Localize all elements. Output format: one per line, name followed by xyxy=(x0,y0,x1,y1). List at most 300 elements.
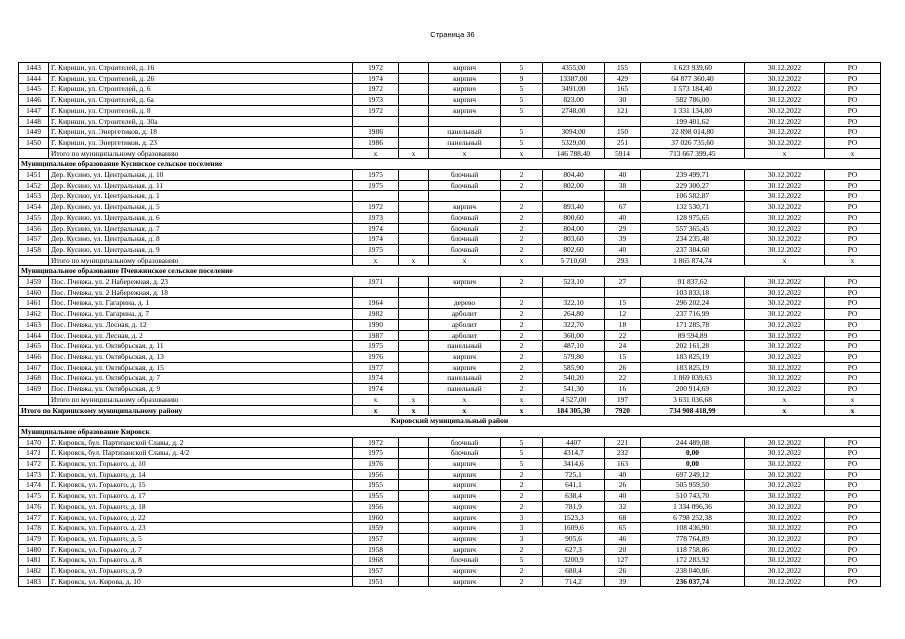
subtotal-row xyxy=(19,148,881,159)
wall-material-cell: кирпич xyxy=(429,105,501,116)
table-row xyxy=(19,309,881,320)
row-number-cell: 1472 xyxy=(19,459,49,470)
floors-cell: 5 xyxy=(501,63,543,74)
fund-type-cell: РО xyxy=(825,523,881,534)
total-area-cell: 4314,7 xyxy=(543,448,605,459)
floors-cell: 2 xyxy=(501,351,543,362)
wall-material-cell: кирпич xyxy=(429,469,501,480)
total-area-cell: 725,1 xyxy=(543,469,605,480)
floors-cell: 5 xyxy=(501,459,543,470)
year-col-2-cell xyxy=(399,437,429,448)
table-row xyxy=(19,523,881,534)
floors-cell: 2 xyxy=(501,501,543,512)
fund-type-cell: РО xyxy=(825,73,881,84)
wall-material-cell: кирпич xyxy=(429,501,501,512)
cost-cell: 0,00 xyxy=(641,448,745,459)
total-area-cell: 184 305,30 xyxy=(543,405,605,416)
deadline-cell: 30.12.2022 xyxy=(745,555,825,566)
residents-cell: 38 xyxy=(605,180,641,191)
cost-cell: 238 040,86 xyxy=(641,566,745,577)
total-area-cell: 13387,00 xyxy=(543,73,605,84)
deadline-cell: 30.12.2022 xyxy=(745,244,825,255)
deadline-cell: 30.12.2022 xyxy=(745,63,825,74)
floors-cell: 5 xyxy=(501,437,543,448)
cost-cell: 103 833,18 xyxy=(641,287,745,298)
cost-cell: 505 959,50 xyxy=(641,480,745,491)
fund-type-cell: РО xyxy=(825,127,881,138)
floors-cell: 2 xyxy=(501,480,543,491)
fund-type-cell: РО xyxy=(825,212,881,223)
floors-cell: 2 xyxy=(501,180,543,191)
address-cell: Г. Кириши, ул. Строителей, д. 26 xyxy=(49,73,353,84)
year-col-2-cell xyxy=(399,137,429,148)
wall-material-cell: кирпич xyxy=(429,95,501,106)
deadline-cell: 30.12.2022 xyxy=(745,362,825,373)
fund-type-cell: РО xyxy=(825,287,881,298)
total-area-cell: 264,80 xyxy=(543,309,605,320)
total-area-cell: 322,70 xyxy=(543,319,605,330)
fund-type-cell: РО xyxy=(825,566,881,577)
wall-material-cell: панельный xyxy=(429,341,501,352)
year-built-cell: 1977 xyxy=(353,362,399,373)
row-number-cell: 1449 xyxy=(19,127,49,138)
wall-material-cell: кирпич xyxy=(429,351,501,362)
fund-type-cell: РО xyxy=(825,234,881,245)
address-cell: Дер. Кусино, ул. Центральная, д. 6 xyxy=(49,212,353,223)
total-area-cell: 1609,6 xyxy=(543,523,605,534)
year-col-2-cell xyxy=(399,373,429,384)
table-row xyxy=(19,180,881,191)
total-area-cell: 146 788,40 xyxy=(543,148,605,159)
year-built-cell: 1960 xyxy=(353,512,399,523)
total-area-cell xyxy=(543,287,605,298)
floors-cell: х xyxy=(501,148,543,159)
total-area-cell: 781,9 xyxy=(543,501,605,512)
total-area-cell: 322,10 xyxy=(543,298,605,309)
wall-material-cell: кирпич xyxy=(429,84,501,95)
total-area-cell xyxy=(543,191,605,202)
wall-material-cell: блочный xyxy=(429,170,501,181)
year-col-2-cell xyxy=(399,319,429,330)
residents-cell: 29 xyxy=(605,223,641,234)
year-built-cell: 1986 xyxy=(353,137,399,148)
floors-cell: 5 xyxy=(501,127,543,138)
table-row xyxy=(19,287,881,298)
table-row xyxy=(19,491,881,502)
table-row xyxy=(19,223,881,234)
deadline-cell: 30.12.2022 xyxy=(745,223,825,234)
year-col-2-cell xyxy=(399,234,429,245)
residents-cell: 40 xyxy=(605,469,641,480)
year-col-2-cell xyxy=(399,244,429,255)
address-cell: Г. Кировск, ул. Горького, д. 9 xyxy=(49,566,353,577)
deadline-cell: 30.12.2022 xyxy=(745,309,825,320)
cost-cell: 239 499,71 xyxy=(641,170,745,181)
table-row xyxy=(19,362,881,373)
fund-type-cell: РО xyxy=(825,362,881,373)
row-number-cell: 1477 xyxy=(19,512,49,523)
total-area-cell: 3414,6 xyxy=(543,459,605,470)
floors-cell: 2 xyxy=(501,362,543,373)
fund-type-cell: РО xyxy=(825,202,881,213)
residents-cell: 22 xyxy=(605,373,641,384)
table-row xyxy=(19,480,881,491)
floors-cell: 3 xyxy=(501,533,543,544)
wall-material-cell: арболит xyxy=(429,309,501,320)
year-col-2-cell xyxy=(399,95,429,106)
floors-cell: 2 xyxy=(501,212,543,223)
floors-cell: 5 xyxy=(501,105,543,116)
wall-material-cell: арболит xyxy=(429,319,501,330)
total-area-cell: 627,3 xyxy=(543,544,605,555)
row-number-cell: 1446 xyxy=(19,95,49,106)
cost-cell: 172 283,92 xyxy=(641,555,745,566)
residents-cell: 293 xyxy=(605,255,641,266)
floors-cell: 2 xyxy=(501,202,543,213)
year-col-2-cell xyxy=(399,73,429,84)
wall-material-cell: блочный xyxy=(429,555,501,566)
address-cell: Г. Кириши, ул. Строителей, д. 16 xyxy=(49,63,353,74)
address-cell: Г. Кировск, ул. Горького, д. 5 xyxy=(49,533,353,544)
fund-type-cell: РО xyxy=(825,180,881,191)
cost-cell: 106 582,87 xyxy=(641,191,745,202)
year-built-cell: 1976 xyxy=(353,351,399,362)
year-col-2-cell xyxy=(399,287,429,298)
table-row xyxy=(19,384,881,395)
residents-cell xyxy=(605,287,641,298)
district-title: Кировский муниципальный район xyxy=(19,416,881,427)
deadline-cell: 30.12.2022 xyxy=(745,491,825,502)
deadline-cell: 30.12.2022 xyxy=(745,533,825,544)
year-built-cell: 1968 xyxy=(353,555,399,566)
wall-material-cell: блочный xyxy=(429,234,501,245)
residents-cell: 18 xyxy=(605,319,641,330)
year-built-cell: 1956 xyxy=(353,501,399,512)
deadline-cell: 30.12.2022 xyxy=(745,105,825,116)
cost-cell: 1 331 134,80 xyxy=(641,105,745,116)
fund-type-cell: РО xyxy=(825,373,881,384)
deadline-cell: 30.12.2022 xyxy=(745,459,825,470)
residents-cell: 232 xyxy=(605,448,641,459)
total-area-cell: 680,4 xyxy=(543,566,605,577)
total-area-cell: 804,40 xyxy=(543,170,605,181)
year-built-cell: х xyxy=(353,394,399,405)
total-area-cell: 5 710,60 xyxy=(543,255,605,266)
table-row xyxy=(19,501,881,512)
cost-cell: 118 758,86 xyxy=(641,544,745,555)
table-row xyxy=(19,341,881,352)
year-built-cell xyxy=(353,191,399,202)
fund-type-cell: РО xyxy=(825,84,881,95)
year-col-2-cell xyxy=(399,170,429,181)
year-col-2-cell xyxy=(399,384,429,395)
wall-material-cell: блочный xyxy=(429,180,501,191)
address-cell: Г. Кировск, ул. Горького, д. 8 xyxy=(49,555,353,566)
row-number-cell: 1443 xyxy=(19,63,49,74)
year-built-cell: 1982 xyxy=(353,309,399,320)
address-cell: Г. Кириши, ул. Энергетиков, д. 23 xyxy=(49,137,353,148)
floors-cell: 2 xyxy=(501,223,543,234)
residents-cell: 65 xyxy=(605,523,641,534)
fund-type-cell: х xyxy=(825,405,881,416)
row-number-cell: 1448 xyxy=(19,116,49,127)
cost-cell: 1 869 839,63 xyxy=(641,373,745,384)
residents-cell: 40 xyxy=(605,491,641,502)
fund-type-cell: РО xyxy=(825,576,881,587)
cost-cell: 557 365,45 xyxy=(641,223,745,234)
floors-cell: 5 xyxy=(501,137,543,148)
row-number-cell: 1482 xyxy=(19,566,49,577)
address-cell: Пос. Пчевжа, ул. Лесная, д. 2 xyxy=(49,330,353,341)
section-header-row xyxy=(19,266,881,277)
deadline-cell: 30.12.2022 xyxy=(745,544,825,555)
row-number-cell: 1467 xyxy=(19,362,49,373)
year-col-2-cell xyxy=(399,330,429,341)
cost-cell: 236 037,74 xyxy=(641,576,745,587)
year-col-2-cell: х xyxy=(399,394,429,405)
year-built-cell: 1974 xyxy=(353,73,399,84)
row-number-cell: 1452 xyxy=(19,180,49,191)
year-col-2-cell xyxy=(399,555,429,566)
row-number-cell: 1455 xyxy=(19,212,49,223)
year-built-cell: 1955 xyxy=(353,491,399,502)
total-area-cell: 804,00 xyxy=(543,223,605,234)
wall-material-cell: панельный xyxy=(429,127,501,138)
section-header-row xyxy=(19,426,881,437)
cost-cell: 108 436,90 xyxy=(641,523,745,534)
cost-cell: 713 667 399,45 xyxy=(641,148,745,159)
total-area-cell: 3200,9 xyxy=(543,555,605,566)
table-row xyxy=(19,373,881,384)
total-area-cell xyxy=(543,116,605,127)
cost-cell: 91 837,62 xyxy=(641,277,745,288)
year-built-cell: 1974 xyxy=(353,234,399,245)
year-col-2-cell xyxy=(399,576,429,587)
residents-cell: 155 xyxy=(605,63,641,74)
residents-cell: 26 xyxy=(605,566,641,577)
cost-cell: 171 285,78 xyxy=(641,319,745,330)
deadline-cell: х xyxy=(745,405,825,416)
year-col-2-cell: х xyxy=(399,405,429,416)
floors-cell: 2 xyxy=(501,309,543,320)
residents-cell: 40 xyxy=(605,244,641,255)
floors-cell: 2 xyxy=(501,544,543,555)
row-number-cell: 1474 xyxy=(19,480,49,491)
cost-cell: 128 975,65 xyxy=(641,212,745,223)
row-number-cell: 1468 xyxy=(19,373,49,384)
floors-cell: 2 xyxy=(501,319,543,330)
fund-type-cell: РО xyxy=(825,95,881,106)
year-col-2-cell xyxy=(399,105,429,116)
total-area-cell: 803,60 xyxy=(543,234,605,245)
table-row xyxy=(19,127,881,138)
fund-type-cell: РО xyxy=(825,351,881,362)
deadline-cell: 30.12.2022 xyxy=(745,566,825,577)
floors-cell: 2 xyxy=(501,170,543,181)
row-number-cell: 1480 xyxy=(19,544,49,555)
wall-material-cell: кирпич xyxy=(429,491,501,502)
floors-cell: 2 xyxy=(501,491,543,502)
deadline-cell: х xyxy=(745,148,825,159)
address-cell: Пос. Пчевжа, ул. Октябрьская, д. 9 xyxy=(49,384,353,395)
wall-material-cell: панельный xyxy=(429,384,501,395)
address-cell: Г. Кириши, ул. Строителей, д. 6 xyxy=(49,84,353,95)
wall-material-cell: блочный xyxy=(429,244,501,255)
cost-cell: 237 716,99 xyxy=(641,309,745,320)
floors-cell: х xyxy=(501,394,543,405)
fund-type-cell: х xyxy=(825,255,881,266)
total-area-cell: 800,60 xyxy=(543,212,605,223)
year-built-cell: 1958 xyxy=(353,544,399,555)
year-col-2-cell xyxy=(399,480,429,491)
wall-material-cell: панельный xyxy=(429,137,501,148)
table-row xyxy=(19,469,881,480)
year-built-cell: 1975 xyxy=(353,180,399,191)
year-col-2-cell xyxy=(399,544,429,555)
row-number-cell: 1469 xyxy=(19,384,49,395)
wall-material-cell: панельный xyxy=(429,373,501,384)
year-col-2-cell xyxy=(399,212,429,223)
wall-material-cell xyxy=(429,191,501,202)
residents-cell: 39 xyxy=(605,576,641,587)
deadline-cell: 30.12.2022 xyxy=(745,127,825,138)
deadline-cell: 30.12.2022 xyxy=(745,384,825,395)
residents-cell: 150 xyxy=(605,127,641,138)
deadline-cell: 30.12.2022 xyxy=(745,73,825,84)
deadline-cell: 30.12.2022 xyxy=(745,448,825,459)
fund-type-cell: х xyxy=(825,394,881,405)
deadline-cell: 30.12.2022 xyxy=(745,298,825,309)
row-number-cell: 1473 xyxy=(19,469,49,480)
total-area-cell: 4407 xyxy=(543,437,605,448)
cost-cell: 244 489,08 xyxy=(641,437,745,448)
year-built-cell: 1972 xyxy=(353,63,399,74)
year-col-2-cell xyxy=(399,298,429,309)
row-number-cell: 1462 xyxy=(19,309,49,320)
year-built-cell: 1975 xyxy=(353,170,399,181)
cost-cell: 37 026 735,60 xyxy=(641,137,745,148)
floors-cell: 3 xyxy=(501,523,543,534)
address-cell: Г. Кириши, ул. Строителей, д. 30а xyxy=(49,116,353,127)
table-row xyxy=(19,544,881,555)
residents-cell: 121 xyxy=(605,105,641,116)
table-row xyxy=(19,84,881,95)
table-row xyxy=(19,555,881,566)
cost-cell: 3 631 036,68 xyxy=(641,394,745,405)
row-number-cell: 1478 xyxy=(19,523,49,534)
row-number-cell: 1454 xyxy=(19,202,49,213)
deadline-cell: 30.12.2022 xyxy=(745,319,825,330)
year-built-cell: 1972 xyxy=(353,437,399,448)
wall-material-cell: дерево xyxy=(429,298,501,309)
cost-cell: 234 235,48 xyxy=(641,234,745,245)
residents-cell: 39 xyxy=(605,234,641,245)
year-built-cell: х xyxy=(353,148,399,159)
total-area-cell: 893,40 xyxy=(543,202,605,213)
deadline-cell: 30.12.2022 xyxy=(745,84,825,95)
row-number-cell: 1479 xyxy=(19,533,49,544)
year-built-cell: 1975 xyxy=(353,341,399,352)
deadline-cell: 30.12.2022 xyxy=(745,202,825,213)
year-built-cell: 1974 xyxy=(353,373,399,384)
deadline-cell: 30.12.2022 xyxy=(745,512,825,523)
year-built-cell xyxy=(353,287,399,298)
year-built-cell: 1971 xyxy=(353,277,399,288)
floors-cell: 2 xyxy=(501,576,543,587)
cost-cell: 1 334 096,36 xyxy=(641,501,745,512)
wall-material-cell xyxy=(429,116,501,127)
wall-material-cell: кирпич xyxy=(429,544,501,555)
housing-register-table xyxy=(18,62,881,587)
total-area-cell: 579,80 xyxy=(543,351,605,362)
cost-cell: 1 573 184,40 xyxy=(641,84,745,95)
wall-material-cell: х xyxy=(429,148,501,159)
total-area-cell: 487,10 xyxy=(543,341,605,352)
total-area-cell: 4 527,00 xyxy=(543,394,605,405)
address-cell: Пос. Пчевжа, ул. Гагарина, д. 1 xyxy=(49,298,353,309)
row-number-cell xyxy=(19,255,49,266)
table-row xyxy=(19,448,881,459)
fund-type-cell: РО xyxy=(825,480,881,491)
address-cell: Пос. Пчевжа, ул. 2 Набережная, д. 18 xyxy=(49,287,353,298)
wall-material-cell: блочный xyxy=(429,448,501,459)
fund-type-cell: РО xyxy=(825,437,881,448)
floors-cell: 2 xyxy=(501,244,543,255)
row-number-cell: 1483 xyxy=(19,576,49,587)
table-row xyxy=(19,105,881,116)
floors-cell: 2 xyxy=(501,330,543,341)
row-number-cell: 1481 xyxy=(19,555,49,566)
wall-material-cell: кирпич xyxy=(429,73,501,84)
fund-type-cell: РО xyxy=(825,330,881,341)
table-row xyxy=(19,234,881,245)
total-area-cell: 905,6 xyxy=(543,533,605,544)
residents-cell: 7920 xyxy=(605,405,641,416)
wall-material-cell: блочный xyxy=(429,212,501,223)
fund-type-cell: РО xyxy=(825,309,881,320)
residents-cell: 197 xyxy=(605,394,641,405)
total-area-cell: 641,1 xyxy=(543,480,605,491)
deadline-cell: 30.12.2022 xyxy=(745,576,825,587)
deadline-cell: 30.12.2022 xyxy=(745,351,825,362)
row-number-cell: 1457 xyxy=(19,234,49,245)
fund-type-cell: РО xyxy=(825,459,881,470)
cost-cell: 6 798 252,38 xyxy=(641,512,745,523)
fund-type-cell: РО xyxy=(825,384,881,395)
residents-cell: 30 xyxy=(605,95,641,106)
year-built-cell: х xyxy=(353,255,399,266)
total-area-cell: 638,4 xyxy=(543,491,605,502)
table-row xyxy=(19,212,881,223)
address-cell: Пос. Пчевжа, ул. Октябрьская, д. 13 xyxy=(49,351,353,362)
wall-material-cell: кирпич xyxy=(429,63,501,74)
fund-type-cell: РО xyxy=(825,319,881,330)
deadline-cell: 30.12.2022 xyxy=(745,116,825,127)
total-area-cell: 4355,00 xyxy=(543,63,605,74)
cost-cell: 199 401,62 xyxy=(641,116,745,127)
floors-cell: 2 xyxy=(501,566,543,577)
cost-cell: 200 914,69 xyxy=(641,384,745,395)
fund-type-cell: РО xyxy=(825,469,881,480)
cost-cell: 229 300,27 xyxy=(641,180,745,191)
year-col-2-cell xyxy=(399,84,429,95)
page-title: Страница 36 xyxy=(430,30,475,39)
address-cell: Пос. Пчевжа, ул. Октябрьская, д. 7 xyxy=(49,373,353,384)
row-number-cell: 1465 xyxy=(19,341,49,352)
cost-cell: 296 202,24 xyxy=(641,298,745,309)
wall-material-cell: кирпич xyxy=(429,566,501,577)
address-cell: Дер. Кусино, ул. Центральная, д. 7 xyxy=(49,223,353,234)
